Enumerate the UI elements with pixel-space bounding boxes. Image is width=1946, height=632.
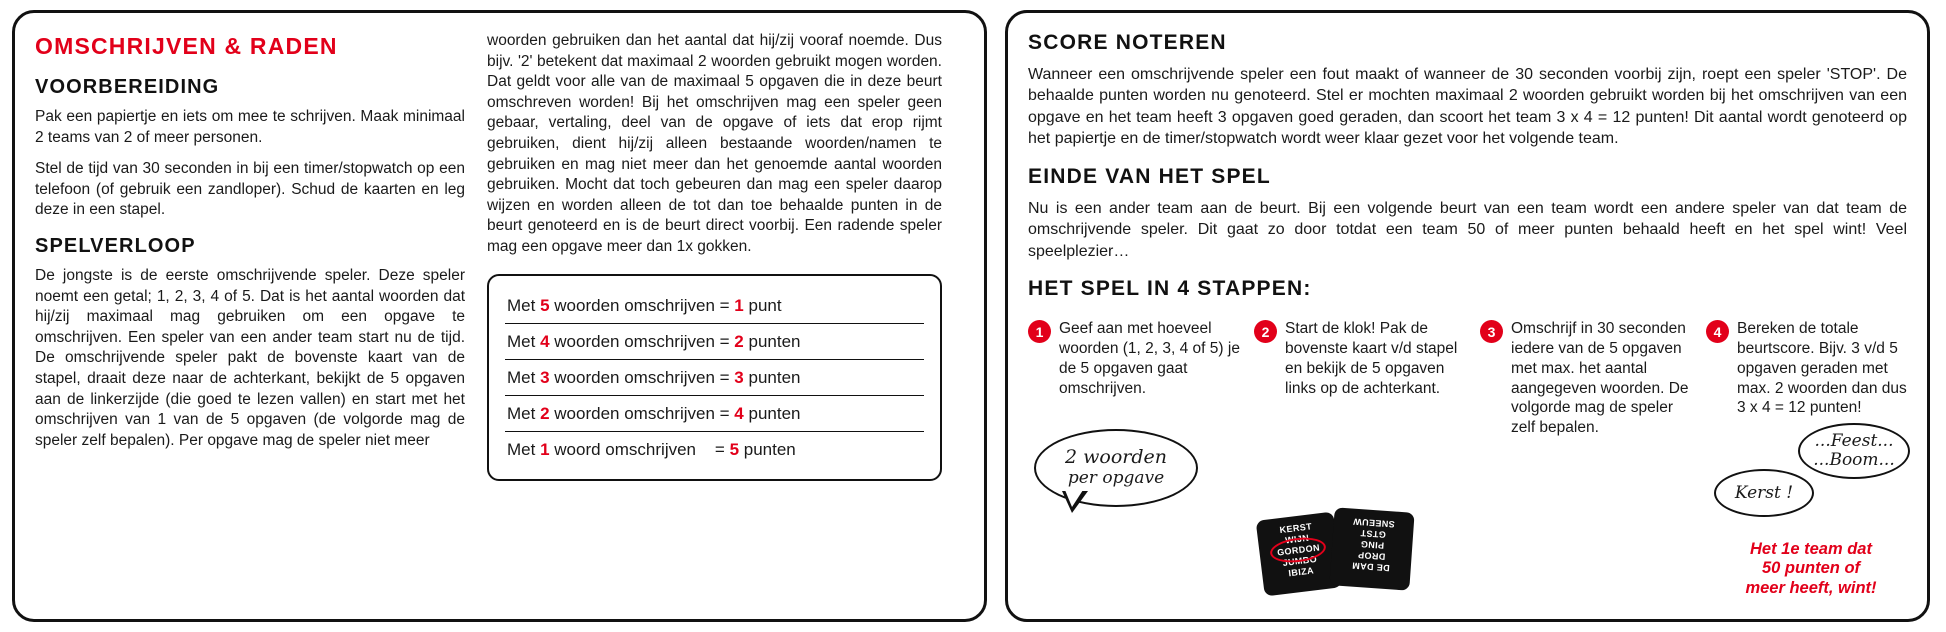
score-word-count: 1	[540, 439, 550, 459]
step-4-text: Bereken de totale beurtscore. Bijv. 3 v/d 5 opgaven geraden met max. 2 woorden dan dus 3 x 4 = 12 punten!	[1737, 320, 1907, 417]
page-title: OMSCHRIJVEN & RADEN	[35, 33, 338, 59]
bubble-line-2: per opgave	[1067, 468, 1165, 489]
score-unit: punten	[743, 439, 796, 459]
step-2	[1254, 319, 1466, 603]
speech-bubble-tail-icon	[1062, 491, 1088, 513]
heading-het-spel-in-4-stappen: HET SPEL IN 4 STAPPEN:	[1028, 277, 1312, 301]
left-column-two	[487, 29, 942, 603]
speech-bubble-doodle	[1034, 429, 1198, 507]
step-3-text: Omschrijf in 30 seconden iedere van de 5 opgaven met max. het aantal aangegeven woorden. De volgorde mag de speler zelf bepalen.	[1511, 320, 1689, 437]
card-back-words: DE DAM DROP PING GTST SNEEUW	[1351, 516, 1396, 574]
card-back	[1329, 508, 1414, 591]
shout-line-2: ...Boom...	[1813, 450, 1895, 471]
step-number-badge: 4	[1706, 320, 1729, 343]
score-unit: punten	[748, 367, 801, 387]
score-middle-text: woorden omschrijven =	[554, 367, 730, 387]
step-number-badge: 3	[1480, 320, 1503, 343]
heading-voorbereiding: VOORBEREIDING	[35, 76, 220, 98]
score-word-count: 3	[540, 367, 550, 387]
score-row	[505, 360, 924, 396]
score-points: 1	[734, 295, 744, 315]
step-3	[1480, 319, 1692, 603]
score-prefix: Met	[507, 403, 536, 423]
score-word-count: 5	[540, 295, 550, 315]
score-middle-text: woorden omschrijven =	[554, 403, 730, 423]
score-middle-text: woorden omschrijven =	[554, 331, 730, 351]
score-prefix: Met	[507, 439, 536, 459]
heading-score-noteren: SCORE NOTEREN	[1028, 31, 1227, 54]
step-1-head	[1028, 319, 1240, 398]
winning-note-line-2: 50 punten of	[1761, 559, 1861, 578]
step-4-head	[1706, 319, 1918, 418]
score-table	[487, 274, 942, 481]
left-panel	[12, 10, 987, 622]
score-unit: punten	[748, 331, 801, 351]
right-panel	[1005, 10, 1930, 622]
step-2-text: Start de klok! Pak de bovenste kaart v/d stapel en bekijk de 5 opgaven links op de achterkant.	[1285, 320, 1458, 397]
left-column-one	[35, 29, 465, 603]
winning-note-line-3: meer heeft, wint!	[1745, 579, 1877, 598]
card-front-words: KERST WIJN GORDON JUMBO IBIZA	[1276, 521, 1321, 579]
game-cards-doodle	[1260, 508, 1450, 594]
score-middle-text: woorden omschrijven =	[554, 295, 730, 315]
paragraph-voorbereiding-2: Stel de tijd van 30 seconden in bij een timer/stopwatch op een telefoon (of gebruik een zandloper). Schud de kaarten en leg deze in een stapel.	[35, 160, 465, 219]
paragraph-voorbereiding-1: Pak een papiertje en iets om mee te schrijven. Maak minimaal 2 teams van 2 of meer personen.	[35, 108, 465, 146]
step-4	[1706, 319, 1918, 603]
score-unit: punten	[748, 403, 801, 423]
shout-bubble-one	[1798, 423, 1910, 479]
score-word-count: 4	[540, 331, 550, 351]
step-number-badge: 1	[1028, 320, 1051, 343]
winning-note	[1708, 540, 1914, 599]
score-row	[505, 288, 924, 324]
score-row	[505, 432, 924, 467]
shout-bubble-two	[1714, 469, 1814, 517]
winning-note-line-1: Het 1e team dat	[1750, 539, 1872, 558]
speech-bubble	[1034, 429, 1198, 507]
step-2-head	[1254, 319, 1466, 398]
step-1	[1028, 319, 1240, 603]
score-points: 2	[734, 331, 744, 351]
bubble-line-1: 2 woorden	[1065, 446, 1167, 469]
shout-line-1: ...Feest...	[1814, 431, 1894, 452]
step-1-text: Geef aan met hoeveel woorden (1, 2, 3, 4 of 5) je de 5 opgaven gaat omschrijven.	[1059, 320, 1240, 397]
step-3-head	[1480, 319, 1692, 438]
shout-line-3: Kerst !	[1734, 483, 1794, 504]
step-number-badge: 2	[1254, 320, 1277, 343]
paragraph-spelverloop-continued: woorden gebruiken dan het aantal dat hij/zij vooraf noemde. Dus bijv. '2' betekent dat maximaal 2 woorden gebruikt mogen worden. Dat geldt voor alle van de maximaal 5 opgaven die in deze beurt omschreven worden! Bij het omschrijven mag een speler geen gebaar, vertaling, deel van de opgave of iets dat erop rijmt gebruiken, dient hij/zij alleen bestaande woorden/namen te gebruiken en mag niet meer dan het genoemde aantal woorden gebruiken. Mocht dat toch gebeuren dan mag een speler daarop wijzen en worden alleen de tot dan toe behaalde punten in de beurt genoteerd en is de beurt direct voorbij. Een radende speler mag een opgave meer dan 1x gokken.	[487, 32, 942, 256]
paragraph-einde-van-het-spel: Nu is een ander team aan de beurt. Bij een volgende beurt van een team wordt een andere speler van dat team de omschrijvende speler. Dit gaat zo door totdat een team 50 of meer punten behaald heeft en het spel wint! Veel speelplezier…	[1028, 199, 1907, 260]
score-row	[505, 324, 924, 360]
heading-einde-van-het-spel: EINDE VAN HET SPEL	[1028, 164, 1271, 188]
score-middle-text: woord omschrijven =	[554, 439, 725, 459]
score-points: 5	[729, 439, 740, 459]
score-row	[505, 396, 924, 432]
score-prefix: Met	[507, 295, 536, 315]
score-points: 3	[734, 367, 744, 387]
steps-row	[1028, 319, 1907, 603]
score-points: 4	[734, 403, 744, 423]
score-prefix: Met	[507, 367, 536, 387]
score-unit: punt	[748, 295, 782, 315]
score-prefix: Met	[507, 331, 536, 351]
paragraph-spelverloop-1: De jongste is de eerste omschrijvende speler. Deze speler noemt een getal; 1, 2, 3, 4 of 5. Dat is het aantal woorden dat hij/zij maximaal mag gebruiken om een opgave te omschrijven. Een speler van een ander team start nu de tijd. De omschrijvende speler pakt de bovenste kaart van de stapel, draait deze naar de achterkant, bekijkt de 5 opgaven aan de linkerzijde (die goed te lezen vallen) en start met het omschrijven van 1 van de 5 opgaven (de volgorde mag de speler zelf bepalen). Per opgave mag de speler niet meer	[35, 267, 465, 449]
score-word-count: 2	[540, 403, 550, 423]
paragraph-score-noteren: Wanneer een omschrijvende speler een fout maakt of wanneer de 30 seconden voorbij zijn, roept een speler 'STOP'. De behaalde punten worden nu genoteerd. Stel er mochten maximaal 2 woorden gebruikt worden bij het omschrijven van een opgave en het team heeft 3 opgaven goed geraden, dan scoort het team 3 x 4 = 12 punten! Dit aantal wordt genoteerd op het papiertje en de timer/stopwatch wordt weer klaar gezet voor het volgende team.	[1028, 66, 1907, 148]
heading-spelverloop: SPELVERLOOP	[35, 235, 196, 258]
